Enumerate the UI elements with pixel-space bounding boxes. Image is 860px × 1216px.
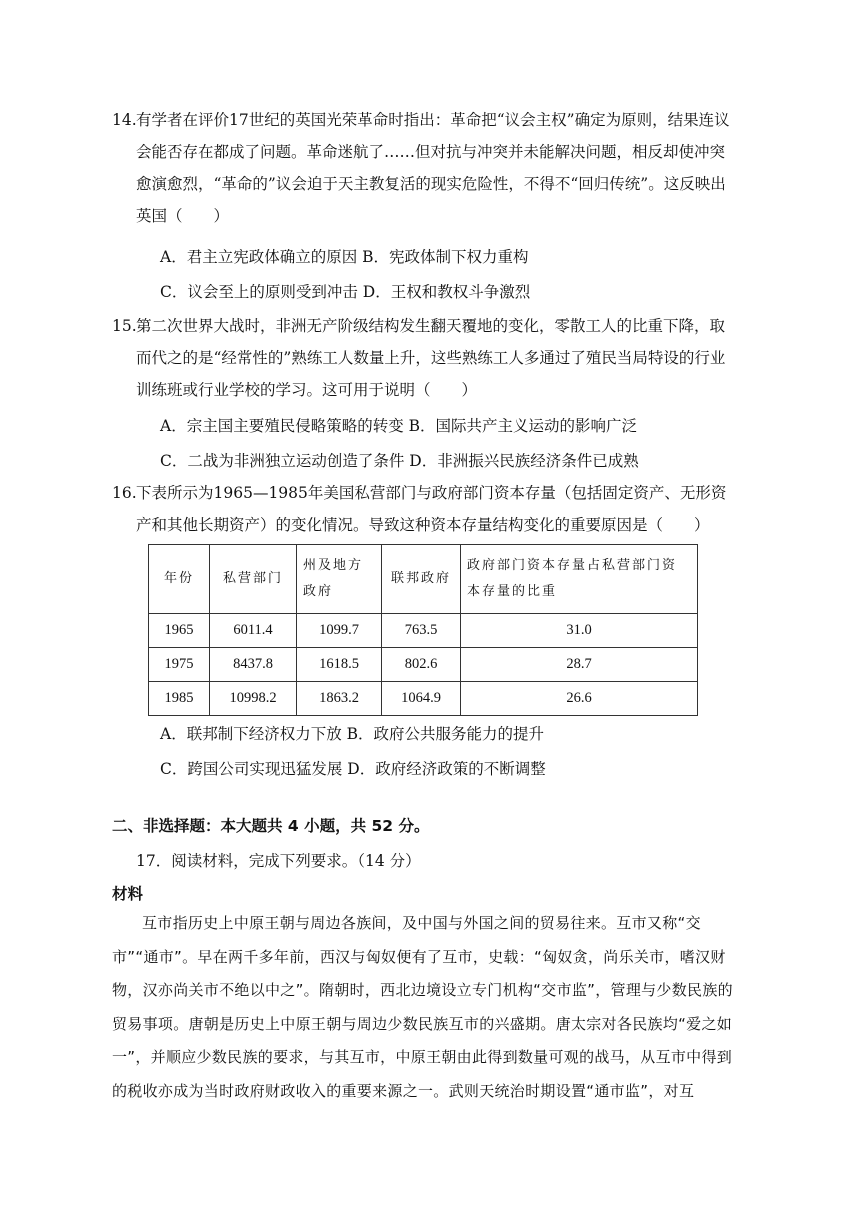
table-cell: 28.7	[461, 648, 698, 682]
table-cell: 1064.9	[382, 682, 461, 716]
table-cell: 6011.4	[210, 614, 297, 648]
header-cell: 私营部门	[210, 545, 297, 614]
q14-options-cd: C．议会至上的原则受到冲击 D．王权和教权斗争激烈	[160, 283, 531, 301]
header-cell: 联邦政府	[382, 545, 461, 614]
header-cell: 州及地方政府	[297, 545, 382, 614]
material-label: 材料	[112, 885, 144, 903]
q16-options-ab: A．联邦制下经济权力下放 B．政府公共服务能力的提升	[160, 725, 545, 743]
table-cell: 8437.8	[210, 648, 297, 682]
table-cell: 1618.5	[297, 648, 382, 682]
table-cell: 26.6	[461, 682, 698, 716]
question-text: 第二次世界大战时，非洲无产阶级结构发生翻天覆地的变化，零散工人的比重下降，取而代之的是“经常性的”熟练工人数量上升，这些熟练工人多通过了殖民当局特设的行业训练班或行业学校的学习。这可用于说明（ ）	[136, 317, 726, 399]
q15-options-ab: A．宗主国主要殖民侵略策略的转变 B．国际共产主义运动的影响广泛	[160, 417, 638, 435]
header-cell: 政府部门资本存量占私营部门资本存量的比重	[461, 545, 698, 614]
question-15	[112, 310, 736, 406]
q16-options-cd: C．跨国公司实现迅猛发展 D．政府经济政策的不断调整	[160, 760, 546, 778]
table-cell: 1099.7	[297, 614, 382, 648]
table-cell: 1975	[149, 648, 210, 682]
table-cell: 1985	[149, 682, 210, 716]
question-16	[112, 477, 736, 541]
question-14	[112, 104, 736, 232]
question-text: 有学者在评价17世纪的英国光荣革命时指出：革命把“议会主权”确定为原则，结果连议会能否存在都成了问题。革命迷航了……但对抗与冲突并未能解决问题，相反却使冲突愈演愈烈，“革命的”议会迫于天主教复活的现实危险性，不得不“回归传统”。这反映出英国（ ）	[136, 111, 730, 225]
table-cell: 763.5	[382, 614, 461, 648]
q15-options-cd: C．二战为非洲独立运动创造了条件 D．非洲振兴民族经济条件已成熟	[160, 452, 639, 470]
header-cell: 年份	[149, 545, 210, 614]
table-header-row	[149, 545, 698, 614]
table-cell: 10998.2	[210, 682, 297, 716]
table-cell: 1863.2	[297, 682, 382, 716]
question-number: 14.	[112, 111, 137, 129]
question-text: 下表所示为1965—1985年美国私营部门与政府部门资本存量（包括固定资产、无形资产和其他长期资产）的变化情况。导致这种资本存量结构变化的重要原因是（ ）	[136, 484, 727, 534]
question-number: 16.	[112, 484, 137, 502]
section-heading: 二、非选择题：本大题共 4 小题，共 52 分。	[112, 817, 430, 835]
table-cell: 802.6	[382, 648, 461, 682]
table-cell: 31.0	[461, 614, 698, 648]
material-text: 互市指历史上中原王朝与周边各族间，及中国与外国之间的贸易往来。互市又称“交市”“通市”。早在两千多年前，西汉与匈奴便有了互市，史载：“匈奴贪，尚乐关市，嗜汉财物，汉亦尚关市不绝以中之”。隋朝时，西北边境设立专门机构“交市监”，管理与少数民族的贸易事项。唐朝是历史上中原王朝与周边少数民族互市的兴盛期。唐太宗对各民族均“爱之如一”，并顺应少数民族的要求，与其互市，中原王朝由此得到数量可观的战马，从互市中得到的税收亦成为当时政府财政收入的重要来源之一。武则天统治时期设置“通市监”，对互	[112, 914, 733, 1100]
question-17: 17．阅读材料，完成下列要求。（14 分）	[136, 852, 421, 870]
table-row	[149, 614, 698, 648]
question-number: 15.	[112, 317, 137, 335]
table-row	[149, 648, 698, 682]
table-cell: 1965	[149, 614, 210, 648]
q14-options-ab: A．君主立宪政体确立的原因 B．宪政体制下权力重构	[160, 248, 529, 266]
table-row	[149, 682, 698, 716]
capital-stock-table	[148, 544, 698, 716]
